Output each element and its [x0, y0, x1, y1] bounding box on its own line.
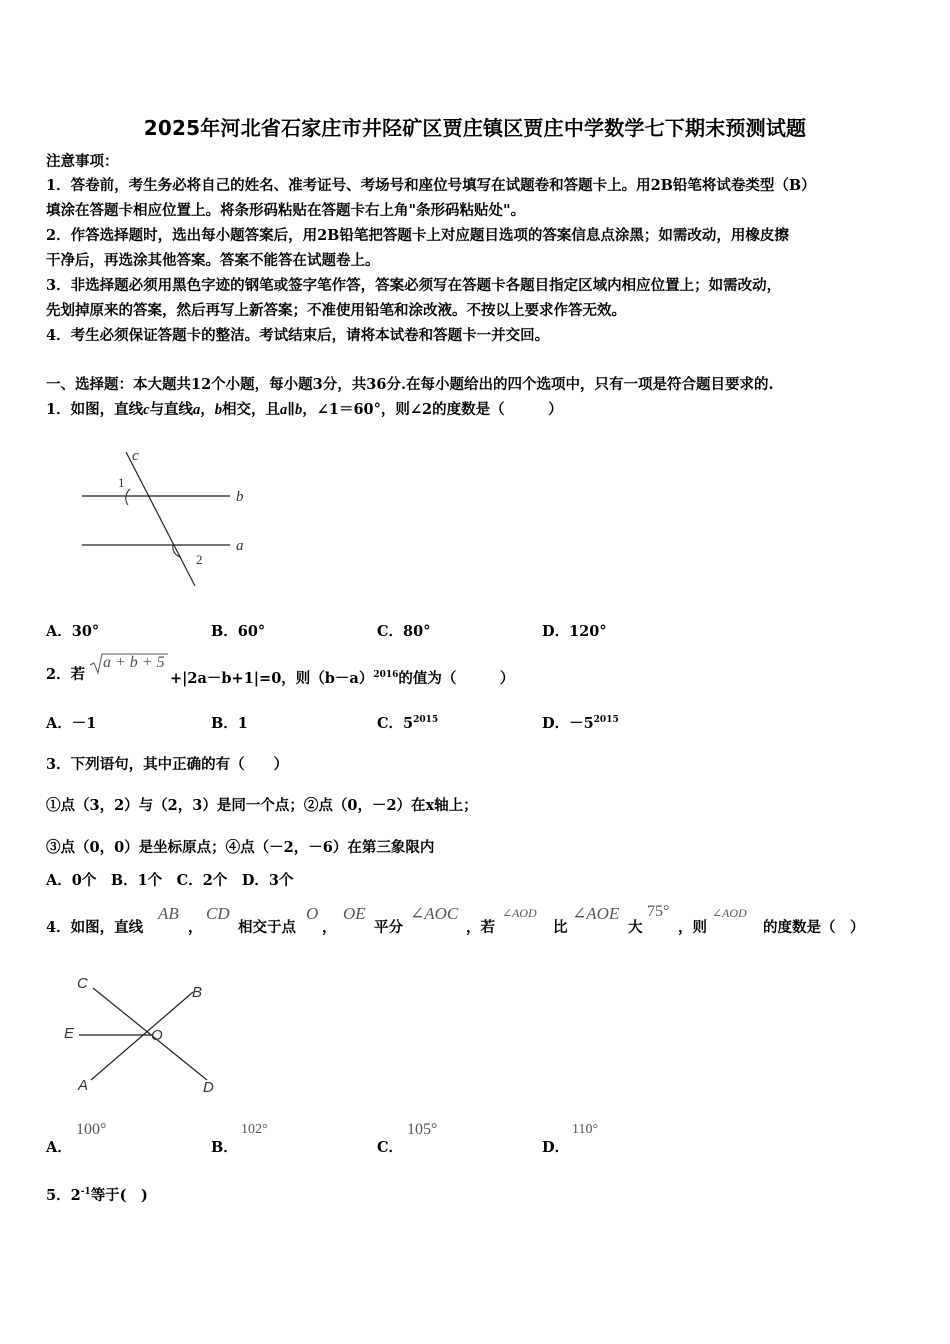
label-c: c [132, 448, 139, 464]
q2-option-a: A．－1 [46, 715, 97, 732]
question-4-stem: 4．如图，直线 [46, 919, 144, 936]
notice-line: 3．非选择题必须用黑色字迹的钢笔或签字笔作答，答案必须写在答题卡各题目指定区域内相应位置上；如需改动， [46, 277, 782, 294]
label-b: b [236, 489, 244, 505]
q1-option-b: B．60° [211, 623, 266, 640]
question-1-stem: 1．如图，直线c与直线a，b相交，且a∥b，∠1＝60°，则∠2的度数是（ ） [46, 401, 563, 418]
q2-option-b: B．1 [211, 715, 248, 732]
math-angle-AOD: ∠AOD [502, 906, 537, 920]
question-3-stem: 3．下列语句，其中正确的有（ ） [46, 756, 289, 773]
math-angle-AOE: ∠AOE [572, 904, 620, 923]
notice-line: 干净后，再选涂其他答案。答案不能答在试题卷上。 [46, 252, 380, 269]
point-E: E [64, 1025, 75, 1042]
point-D: D [203, 1079, 214, 1096]
notice-line: 填涂在答题卡相应位置上。将条形码粘贴在答题卡右上角"条形码粘贴处"。 [46, 202, 526, 219]
q4-option-b-value: 102° [241, 1122, 268, 1137]
point-B: B [192, 984, 203, 1001]
math-75deg: 75° [647, 903, 670, 920]
notice-line: 4．考生必须保证答题卡的整洁。考试结束后，请将本试卷和答题卡一并交回。 [46, 327, 550, 344]
notice-line: 先划掉原来的答案，然后再写上新答案；不准使用铅笔和涂改液。不按以上要求作答无效。 [46, 302, 626, 319]
point-A: A [78, 1077, 89, 1094]
notice-line: 1．答卷前，考生务必将自己的姓名、准考证号、考场号和座位号填写在试题卷和答题卡上。用2B铅笔将试卷类型（B） [46, 177, 816, 194]
section-heading: 一、选择题：本大题共12个小题，每小题3分，共36分.在每小题给出的四个选项中，只有一项是符合题目要求的. [46, 376, 774, 393]
q4-option-a-value: 100° [76, 1121, 107, 1138]
math-angle-AOD: ∠AOD [712, 906, 747, 920]
question-2-stem-prefix: 2．若 [46, 666, 86, 683]
q1-option-c: C．80° [377, 623, 431, 640]
sqrt-expression: a + b + 5 [103, 654, 165, 671]
question-3-options: A．0个 B．1个 C．2个 D．3个 [46, 872, 294, 889]
question-4-figure [55, 968, 230, 1103]
q1-option-a: A．30° [46, 623, 100, 640]
point-C: C [77, 975, 88, 992]
q1-option-d: D．120° [542, 623, 607, 640]
math-CD: CD [206, 904, 230, 923]
page-title: 2025年河北省石家庄市井陉矿区贾庄镇区贾庄中学数学七下期末预测试题 [143, 116, 807, 140]
q2-option-c: C．$5^{2015}$ [377, 715, 439, 732]
q4-option-b-label: B． [211, 1139, 238, 1156]
angle-1-label: 1 [118, 475, 125, 490]
notice-heading: 注意事项： [46, 153, 119, 170]
math-angle-AOC: ∠AOC [410, 904, 459, 923]
math-AB: AB [158, 904, 179, 923]
q4-option-c-label: C． [377, 1139, 404, 1156]
question-3-line-2: ③点（0，0）是坐标原点；④点（－2，－6）在第三象限内 [46, 839, 435, 856]
q4-option-d-label: D． [542, 1139, 570, 1156]
label-a: a [236, 538, 244, 554]
q4-option-d-value: 110° [572, 1122, 599, 1137]
math-OE: OE [343, 904, 366, 923]
question-1-figure [70, 440, 260, 595]
question-2-stem: +|2a－b+1|=0，则$(b-a)^{2016}$的值为（ ） [170, 669, 515, 687]
q2-option-d: D．$-5^{2015}$ [542, 715, 619, 732]
point-O: O [151, 1027, 163, 1044]
angle-2-label: 2 [196, 552, 203, 567]
question-5-stem: 5．$2^{-1}$等于( ) [46, 1186, 148, 1204]
math-O: O [306, 904, 319, 923]
q4-option-a-label: A． [46, 1139, 72, 1156]
notice-line: 2．作答选择题时，选出每小题答案后，用2B铅笔把答题卡上对应题目选项的答案信息点涂黑；如需改动，用橡皮擦 [46, 227, 789, 244]
question-3-line-1: ①点（3，2）与（2，3）是同一个点；②点（0，－2）在x轴上； [46, 797, 478, 814]
q4-option-c-value: 105° [407, 1121, 438, 1138]
